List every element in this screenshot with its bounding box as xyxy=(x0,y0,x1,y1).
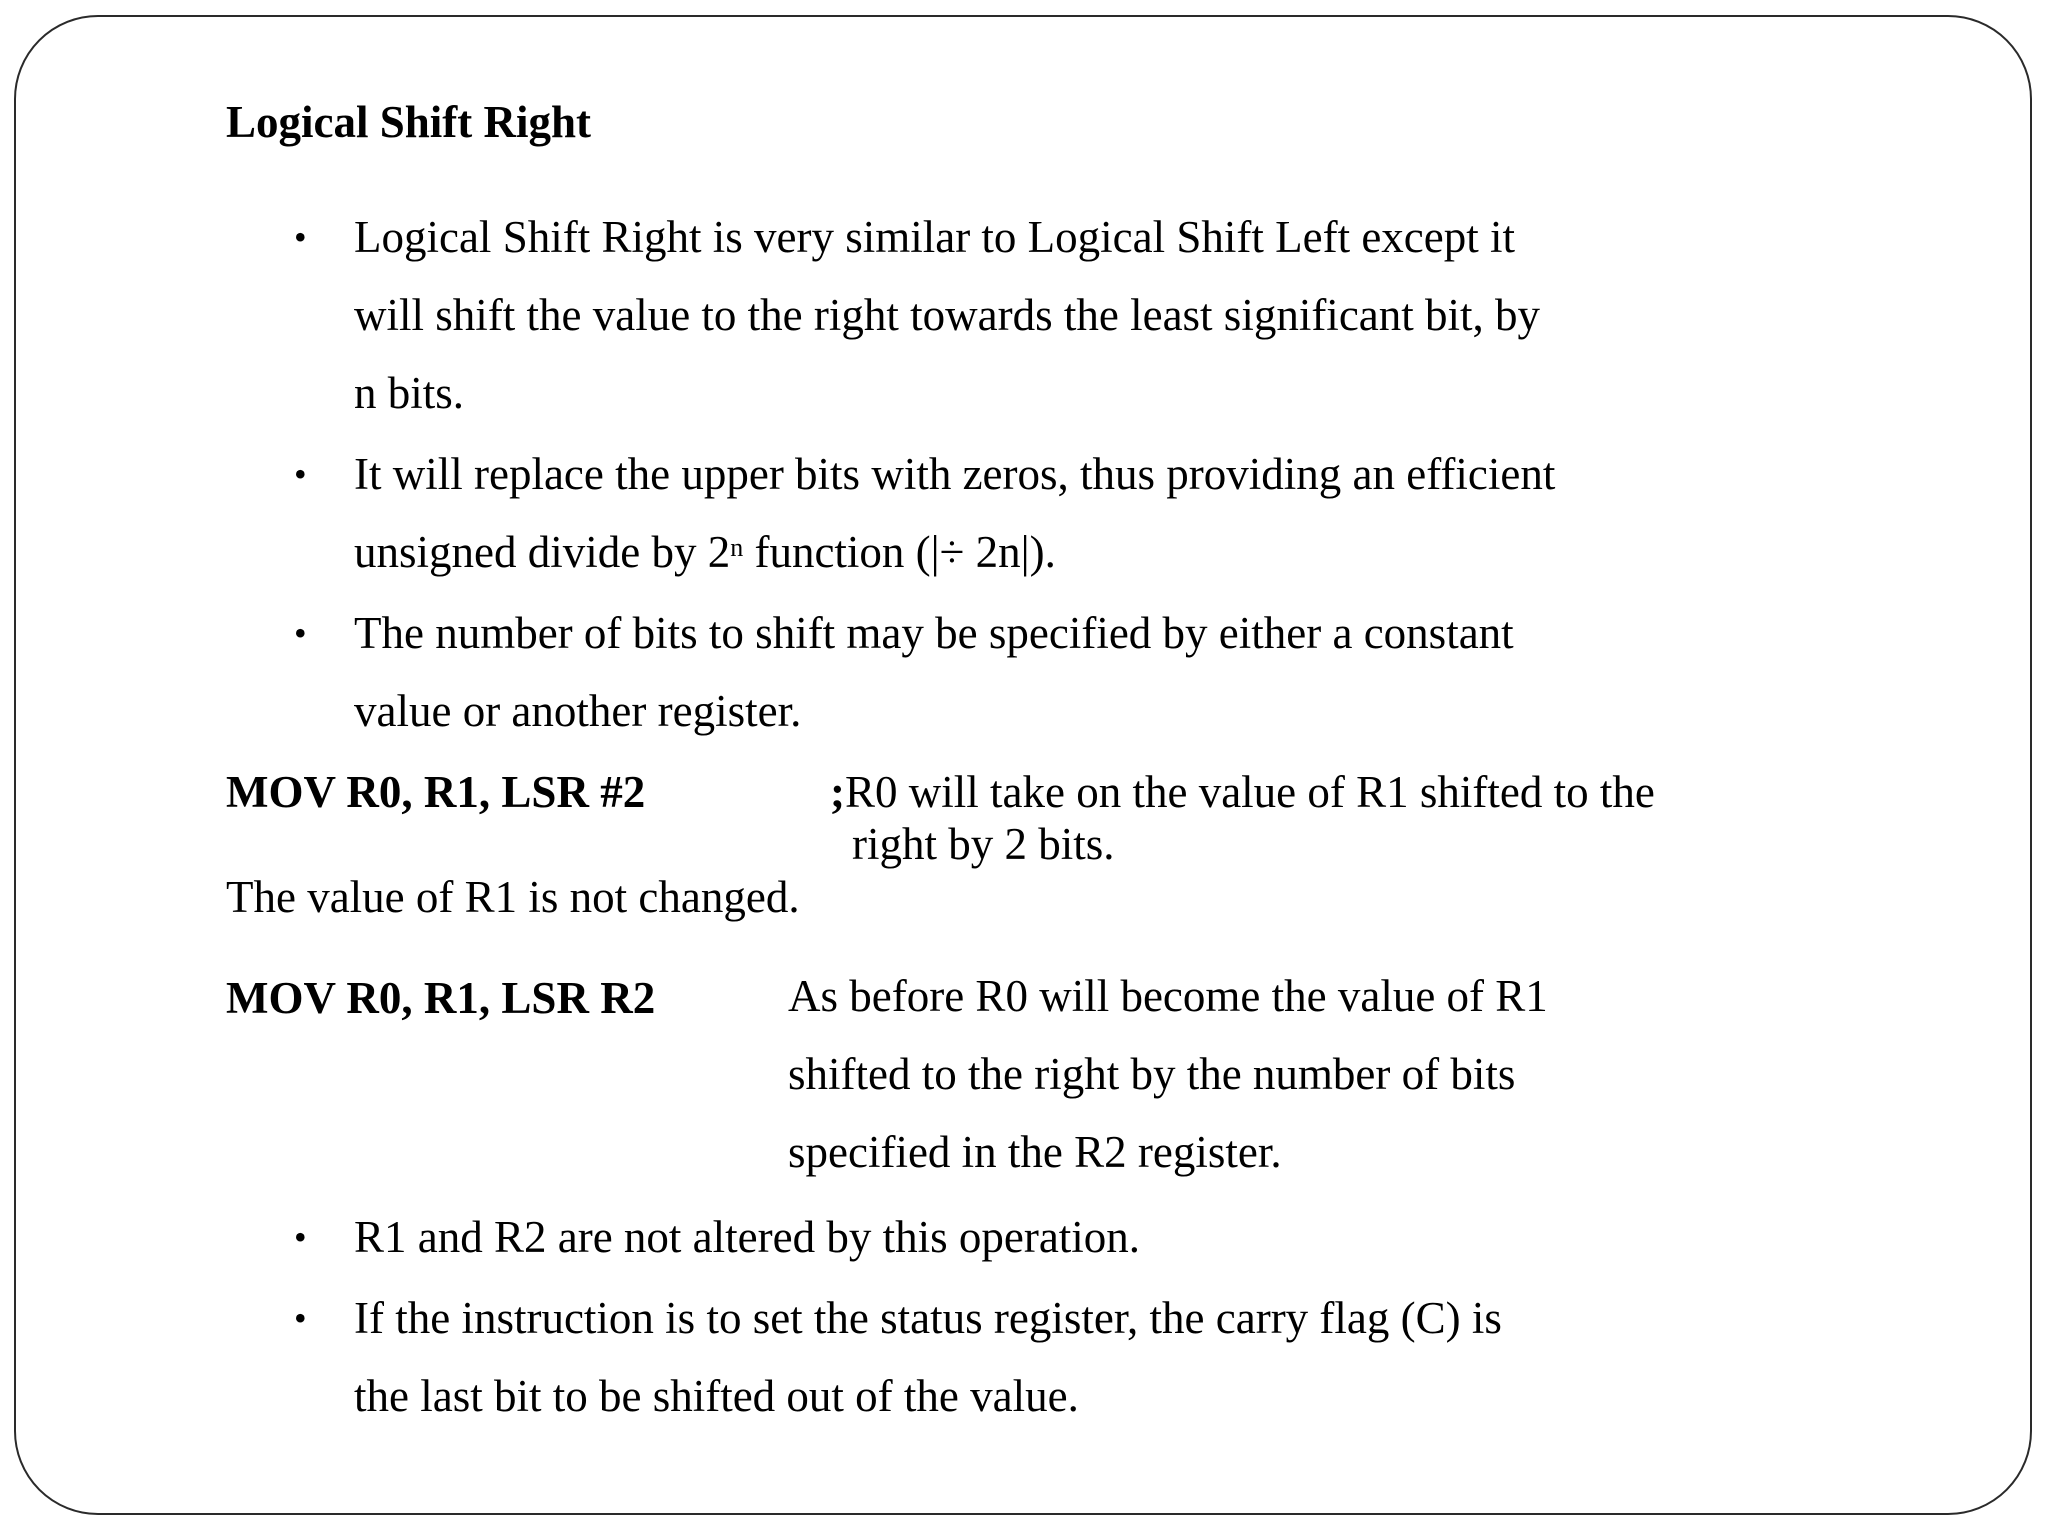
bullet-item-shift-amount xyxy=(290,594,1910,750)
slide-title: Logical Shift Right xyxy=(226,97,592,147)
instruction-code-lsr-register: MOV R0, R1, LSR R2 xyxy=(226,973,656,1023)
bullet-line: the last bit to be shifted out of the value. xyxy=(354,1371,1079,1421)
bullet-dot-icon: • xyxy=(294,217,307,257)
bullet-dot-icon: • xyxy=(294,1298,307,1338)
bullet-line-formula xyxy=(354,513,1910,591)
bullet-line: The number of bits to shift may be specified by either a constant xyxy=(354,608,1514,658)
description-line: shifted to the right by the number of bits xyxy=(788,1049,1516,1099)
bullet-line: R1 and R2 are not altered by this operation. xyxy=(354,1212,1141,1262)
bullet-item-not-altered xyxy=(290,1198,1910,1276)
formula-prefix: unsigned divide by 2 xyxy=(354,527,731,577)
note-text: The value of R1 is not changed. xyxy=(226,872,800,922)
bullet-line: If the instruction is to set the status register, the carry flag (C) is xyxy=(354,1293,1502,1343)
bullet-line: will shift the value to the right towards the least significant bit, by xyxy=(354,290,1541,340)
comment-text: R0 will take on the value of R1 shifted to the xyxy=(845,767,1655,817)
bullet-line: It will replace the upper bits with zeros, thus providing an efficient xyxy=(354,449,1556,499)
instruction-code-lsr-constant: MOV R0, R1, LSR #2 xyxy=(226,767,646,817)
description-line: specified in the R2 register. xyxy=(788,1127,1282,1177)
instruction-description xyxy=(788,957,1548,1191)
bullet-dot-icon: • xyxy=(294,1217,307,1257)
description-line: As before R0 will become the value of R1 xyxy=(788,971,1548,1021)
comment-semicolon: ; xyxy=(830,767,845,817)
bullet-line: value or another register. xyxy=(354,686,802,736)
bullet-item-divide xyxy=(290,435,1910,591)
bullet-line: Logical Shift Right is very similar to Logical Shift Left except it xyxy=(354,212,1516,262)
bullet-item-carry-flag xyxy=(290,1279,1910,1435)
bullet-list-bottom xyxy=(290,1198,1910,1435)
instruction-comment-continued: right by 2 bits. xyxy=(852,819,1115,869)
bullet-dot-icon: • xyxy=(294,454,307,494)
formula-exponent: n xyxy=(730,533,744,562)
instruction-comment xyxy=(830,767,1655,817)
bullet-item-shift-description xyxy=(290,198,1910,432)
bullet-list-top xyxy=(290,198,1910,750)
bullet-line: n bits. xyxy=(354,368,465,418)
bullet-dot-icon: • xyxy=(294,613,307,653)
formula-suffix: function (|÷ 2n|). xyxy=(743,527,1056,577)
